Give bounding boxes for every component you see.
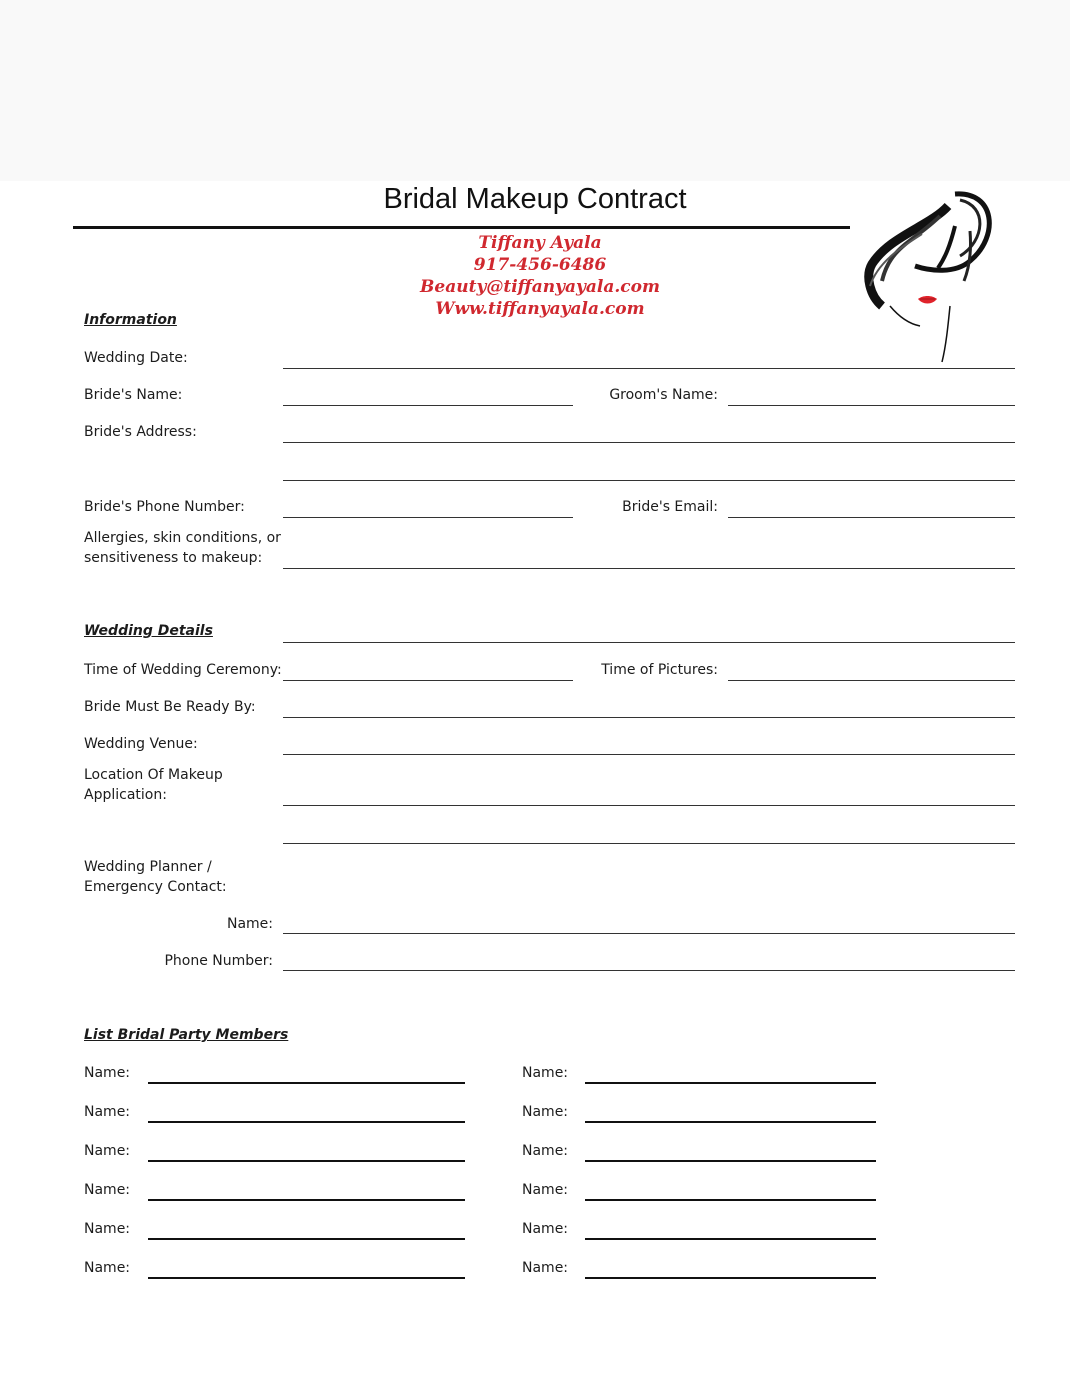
brides-phone-field[interactable] (283, 517, 573, 518)
bridal-party-heading: List Bridal Party Members (84, 1027, 289, 1043)
wedding-date-label: Wedding Date: (84, 350, 188, 366)
brides-name-label: Bride's Name: (84, 387, 183, 403)
allergies-label-line2: sensitiveness to makeup: (84, 550, 263, 566)
planner-phone-label: Phone Number: (164, 953, 273, 969)
party-name-field-l3[interactable] (148, 1160, 465, 1162)
grooms-name-label: Groom's Name: (609, 387, 718, 403)
brides-email-field[interactable] (728, 517, 1015, 518)
brides-address-field-2[interactable] (283, 480, 1015, 481)
time-pictures-field[interactable] (728, 680, 1015, 681)
party-name-field-r2[interactable] (585, 1121, 876, 1123)
party-name-label-l6: Name: (84, 1260, 131, 1276)
party-name-field-l6[interactable] (148, 1277, 465, 1279)
party-name-field-r4[interactable] (585, 1199, 876, 1201)
ready-by-field[interactable] (283, 717, 1015, 718)
contact-email: Beauty@tiffanyayala.com (420, 277, 660, 297)
venue-label: Wedding Venue: (84, 736, 198, 752)
time-ceremony-field[interactable] (283, 680, 573, 681)
woman-portrait-logo (860, 186, 1000, 366)
time-ceremony-label: Time of Wedding Ceremony: (84, 662, 282, 678)
planner-name-field[interactable] (283, 933, 1015, 934)
wedding-date-field[interactable] (283, 368, 1015, 369)
location-field-2[interactable] (283, 843, 1015, 844)
location-label-line1: Location Of Makeup (84, 767, 223, 783)
party-name-field-l1[interactable] (148, 1082, 465, 1084)
ready-by-label: Bride Must Be Ready By: (84, 699, 256, 715)
party-name-label-l4: Name: (84, 1182, 131, 1198)
location-field-1[interactable] (283, 805, 1015, 806)
party-name-label-r5: Name: (522, 1221, 569, 1237)
time-pictures-label: Time of Pictures: (601, 662, 718, 678)
party-name-label-r4: Name: (522, 1182, 569, 1198)
wedding-details-heading: Wedding Details (84, 623, 213, 639)
planner-phone-field[interactable] (283, 970, 1015, 971)
brides-phone-label: Bride's Phone Number: (84, 499, 245, 515)
brides-name-field[interactable] (283, 405, 573, 406)
planner-label-line1: Wedding Planner / (84, 859, 212, 875)
wedding-details-field[interactable] (283, 642, 1015, 643)
allergies-field[interactable] (283, 568, 1015, 569)
page-title: Bridal Makeup Contract (383, 183, 687, 215)
party-name-field-r3[interactable] (585, 1160, 876, 1162)
location-label-line2: Application: (84, 787, 167, 803)
party-name-label-l2: Name: (84, 1104, 131, 1120)
title-underline (73, 226, 850, 229)
brides-address-field-1[interactable] (283, 442, 1015, 443)
party-name-field-r5[interactable] (585, 1238, 876, 1240)
contact-website: Www.tiffanyayala.com (435, 299, 645, 319)
party-name-field-l4[interactable] (148, 1199, 465, 1201)
party-name-label-r6: Name: (522, 1260, 569, 1276)
venue-field[interactable] (283, 754, 1015, 755)
top-margin-band (0, 0, 1070, 181)
party-name-field-r6[interactable] (585, 1277, 876, 1279)
information-heading: Information (84, 312, 177, 328)
allergies-label-line1: Allergies, skin conditions, or (84, 530, 281, 546)
planner-name-label: Name: (226, 916, 273, 932)
party-name-label-r1: Name: (522, 1065, 569, 1081)
party-name-label-r3: Name: (522, 1143, 569, 1159)
grooms-name-field[interactable] (728, 405, 1015, 406)
party-name-field-r1[interactable] (585, 1082, 876, 1084)
planner-label-line2: Emergency Contact: (84, 879, 227, 895)
party-name-label-r2: Name: (522, 1104, 569, 1120)
contact-name: Tiffany Ayala (478, 233, 602, 253)
party-name-field-l2[interactable] (148, 1121, 465, 1123)
party-name-label-l3: Name: (84, 1143, 131, 1159)
contact-phone: 917-456-6486 (473, 255, 607, 275)
party-name-field-l5[interactable] (148, 1238, 465, 1240)
brides-address-label: Bride's Address: (84, 424, 197, 440)
party-name-label-l5: Name: (84, 1221, 131, 1237)
brides-email-label: Bride's Email: (622, 499, 718, 515)
party-name-label-l1: Name: (84, 1065, 131, 1081)
